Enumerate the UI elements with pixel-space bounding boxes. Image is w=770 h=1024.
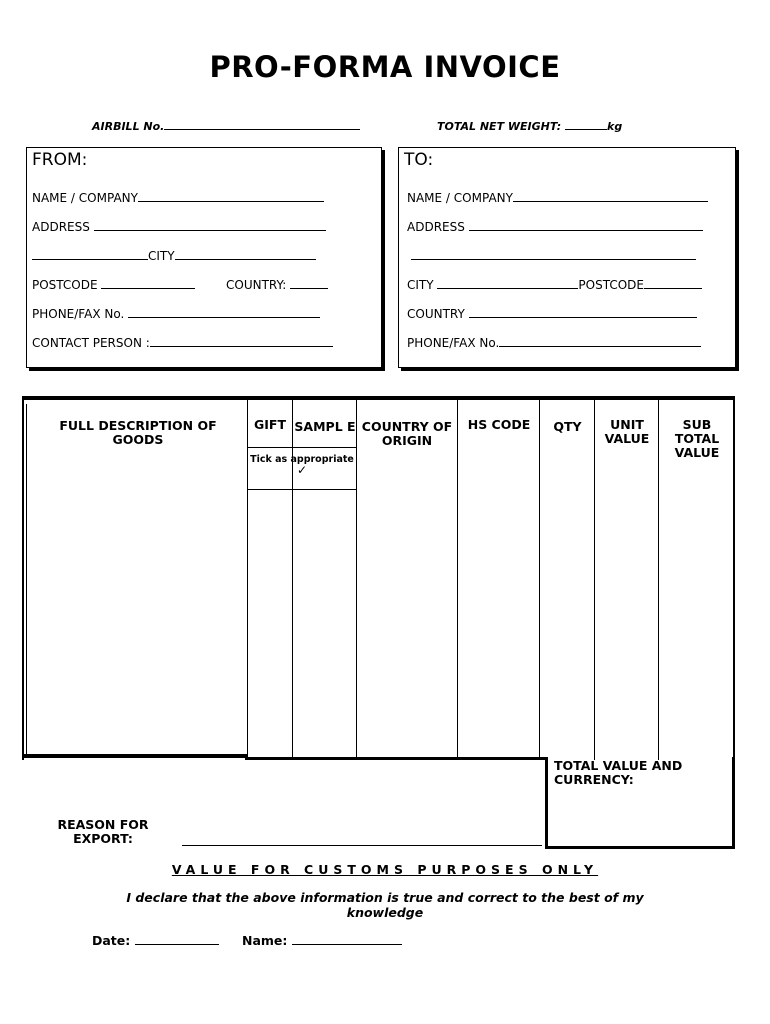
from-phone-field[interactable] xyxy=(32,307,320,321)
from-country-line[interactable] xyxy=(290,278,328,289)
from-postcode-label: POSTCODE xyxy=(32,278,98,292)
to-postcode-line[interactable] xyxy=(644,278,702,289)
name-label: Name: xyxy=(242,933,288,948)
airbill-line[interactable] xyxy=(164,119,360,130)
airbill-label: AIRBILL No. xyxy=(92,120,165,133)
to-address-field[interactable] xyxy=(407,220,703,234)
to-address-label: ADDRESS xyxy=(407,220,465,234)
reason-for-export-label: REASON FOR EXPORT: xyxy=(57,817,149,846)
from-contact-field[interactable] xyxy=(32,336,333,350)
total-net-weight-field[interactable] xyxy=(437,119,622,133)
from-heading: FROM: xyxy=(32,150,88,170)
gift-sample-divider xyxy=(247,447,357,448)
date-line[interactable] xyxy=(135,934,219,945)
tick-icon: ✓ xyxy=(296,463,308,477)
header-unit-value: UNIT VALUE xyxy=(604,417,650,446)
from-address-label: ADDRESS xyxy=(32,220,90,234)
to-box xyxy=(398,147,736,368)
to-city-label: CITY xyxy=(407,278,434,292)
header-sub-total: SUB TOTAL VALUE xyxy=(674,417,720,460)
to-heading: TO: xyxy=(404,150,434,170)
weight-line[interactable] xyxy=(565,119,607,130)
to-postcode-label: POSTCODE xyxy=(578,278,644,292)
from-country-label: COUNTRY: xyxy=(226,278,287,292)
header-sample: SAMPL E xyxy=(294,419,356,434)
date-label: Date: xyxy=(92,933,131,948)
col-divider-1 xyxy=(247,400,248,760)
to-phone-line[interactable] xyxy=(499,336,701,347)
from-address-field[interactable] xyxy=(32,220,326,234)
to-country-field[interactable] xyxy=(407,307,697,321)
from-contact-label: CONTACT PERSON : xyxy=(32,336,150,350)
from-name-field[interactable] xyxy=(32,191,324,205)
header-qty: QTY xyxy=(553,419,582,434)
airbill-field[interactable] xyxy=(92,119,360,133)
customs-note xyxy=(0,862,770,877)
total-value-box[interactable] xyxy=(545,757,735,849)
table-bottom-rule xyxy=(245,757,547,760)
to-country-line[interactable] xyxy=(469,307,697,318)
from-box xyxy=(26,147,382,368)
desc-inner-border xyxy=(26,404,27,754)
desc-bottom-rule xyxy=(24,754,248,758)
to-address2-line[interactable] xyxy=(411,249,696,260)
to-country-label: COUNTRY xyxy=(407,307,465,321)
col-divider-7 xyxy=(658,400,659,760)
to-address2-field[interactable] xyxy=(411,249,696,263)
header-gift: GIFT xyxy=(254,417,286,432)
tick-note-text: Tick as appropriate xyxy=(250,454,354,465)
from-country-field[interactable] xyxy=(226,278,328,292)
to-name-label: NAME / COMPANY xyxy=(407,191,513,205)
to-address-line[interactable] xyxy=(469,220,703,231)
tick-note-divider xyxy=(247,489,357,490)
total-value-label: TOTAL VALUE AND CURRENCY: xyxy=(554,758,683,787)
to-phone-field[interactable] xyxy=(407,336,701,350)
tick-note xyxy=(250,454,354,476)
declaration-text: I declare that the above information is true and correct to the best of my knowledge xyxy=(126,890,644,920)
to-phone-label: PHONE/FAX No. xyxy=(407,336,500,350)
reason-for-export-line[interactable] xyxy=(182,845,542,846)
header-country-origin: COUNTRY OF ORIGIN xyxy=(361,419,453,448)
col-divider-6 xyxy=(594,400,595,760)
from-phone-line[interactable] xyxy=(128,307,320,318)
page-title: PRO-FORMA INVOICE xyxy=(209,50,561,84)
header-hs-code: HS CODE xyxy=(467,417,531,432)
from-name-label: NAME / COMPANY xyxy=(32,191,138,205)
from-name-line[interactable] xyxy=(138,191,324,202)
weight-unit: kg xyxy=(607,120,623,133)
to-city-line[interactable] xyxy=(437,278,578,289)
from-contact-line[interactable] xyxy=(150,336,333,347)
from-postcode-line[interactable] xyxy=(101,278,195,289)
name-field[interactable] xyxy=(242,933,402,948)
weight-label: TOTAL NET WEIGHT: xyxy=(437,120,562,133)
customs-note-text: VALUE FOR CUSTOMS PURPOSES ONLY xyxy=(171,862,599,877)
to-name-line[interactable] xyxy=(513,191,708,202)
from-city-label: CITY xyxy=(148,249,175,263)
from-address2-line[interactable] xyxy=(32,249,148,260)
from-address-line[interactable] xyxy=(94,220,326,231)
from-postcode-field[interactable] xyxy=(32,278,195,292)
from-phone-label: PHONE/FAX No. xyxy=(32,307,125,321)
header-description: FULL DESCRIPTION OF GOODS xyxy=(59,418,217,447)
from-city-field[interactable] xyxy=(32,249,316,263)
name-line[interactable] xyxy=(292,934,402,945)
goods-table xyxy=(22,396,735,760)
col-divider-4 xyxy=(457,400,458,760)
from-city-line[interactable] xyxy=(175,249,316,260)
col-divider-3 xyxy=(356,400,357,760)
date-field[interactable] xyxy=(92,933,219,948)
to-city-field[interactable] xyxy=(407,278,702,292)
col-divider-5 xyxy=(539,400,540,760)
to-name-field[interactable] xyxy=(407,191,708,205)
